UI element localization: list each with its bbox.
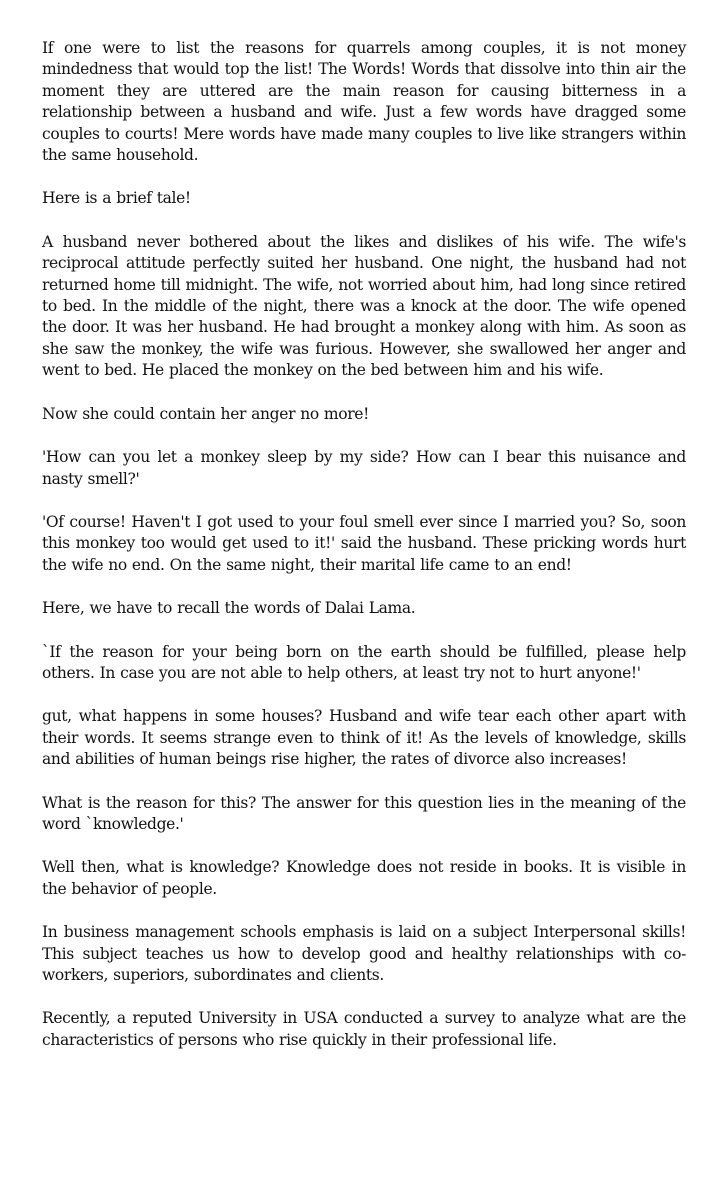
paragraph-what-is-knowledge: Well then, what is knowledge? Knowledge does not reside in books. It is visible in the behavior of people.: [42, 858, 686, 898]
paragraph-wife-quote: 'How can you let a monkey sleep by my side? How can I bear this nuisance and nasty smell?': [42, 448, 686, 488]
paragraph-words-tear-apart: gut, what happens in some houses? Husband and wife tear each other apart with their words. It seems strange even to think of it! As the levels of knowledge, skills and abilities of human beings rise higher, the rates of divorce also increases!: [42, 707, 686, 769]
paragraph-quarrels-intro: If one were to list the reasons for quarrels among couples, it is not money mindedness that would top the list! The Words! Words that dissolve into thin air the moment they are uttered are the main reason for causing bitterness in a relationship between a husband and wife. Just a few words have dragged some couples to courts! Mere words have made many couples to live like strangers within the same household.: [42, 39, 686, 165]
paragraph-dalai-lama-intro: Here, we have to recall the words of Dalai Lama.: [42, 599, 416, 618]
paragraph-anger: Now she could contain her anger no more!: [42, 404, 369, 423]
paragraph-reason-question: What is the reason for this? The answer for this question lies in the meaning of the word `knowledge.': [42, 793, 686, 833]
paragraph-husband-monkey-story: A husband never bothered about the likes and dislikes of his wife. The wife's reciprocal attitude perfectly suited her husband. One night, the husband had not returned home till midnight. The wife, not worried about him, had long since retired to bed. In the middle of the night, there was a knock at the door. The wife opened the door. It was her husband. He had brought a monkey along with him. As soon as she saw the monkey, the wife was furious. However, she swallowed her anger and went to bed. He placed the monkey on the bed between him and his wife.: [42, 232, 686, 380]
paragraph-interpersonal-skills: In business management schools emphasis is laid on a subject Interpersonal skills! This subject teaches us how to develop good and healthy relationships with co-workers, superiors, subordinates and clients.: [42, 923, 686, 984]
paragraph-brief-tale: Here is a brief tale!: [42, 189, 191, 208]
paragraph-husband-reply: 'Of course! Haven't I got used to your foul smell ever since I married you? So, soon this monkey too would get used to it!' said the husband. These pricking words hurt the wife no end. On the same night, their marital life came to an end!: [42, 512, 686, 574]
document-page: [42, 38, 686, 1051]
paragraph-university-survey: Recently, a reputed University in USA conducted a survey to analyze what are the characteristics of persons who rise quickly in their professional life.: [42, 1009, 686, 1049]
paragraph-dalai-lama-quote: `If the reason for your being born on the earth should be fulfilled, please help others. In case you are not able to help others, at least try not to hurt anyone!': [42, 642, 686, 682]
